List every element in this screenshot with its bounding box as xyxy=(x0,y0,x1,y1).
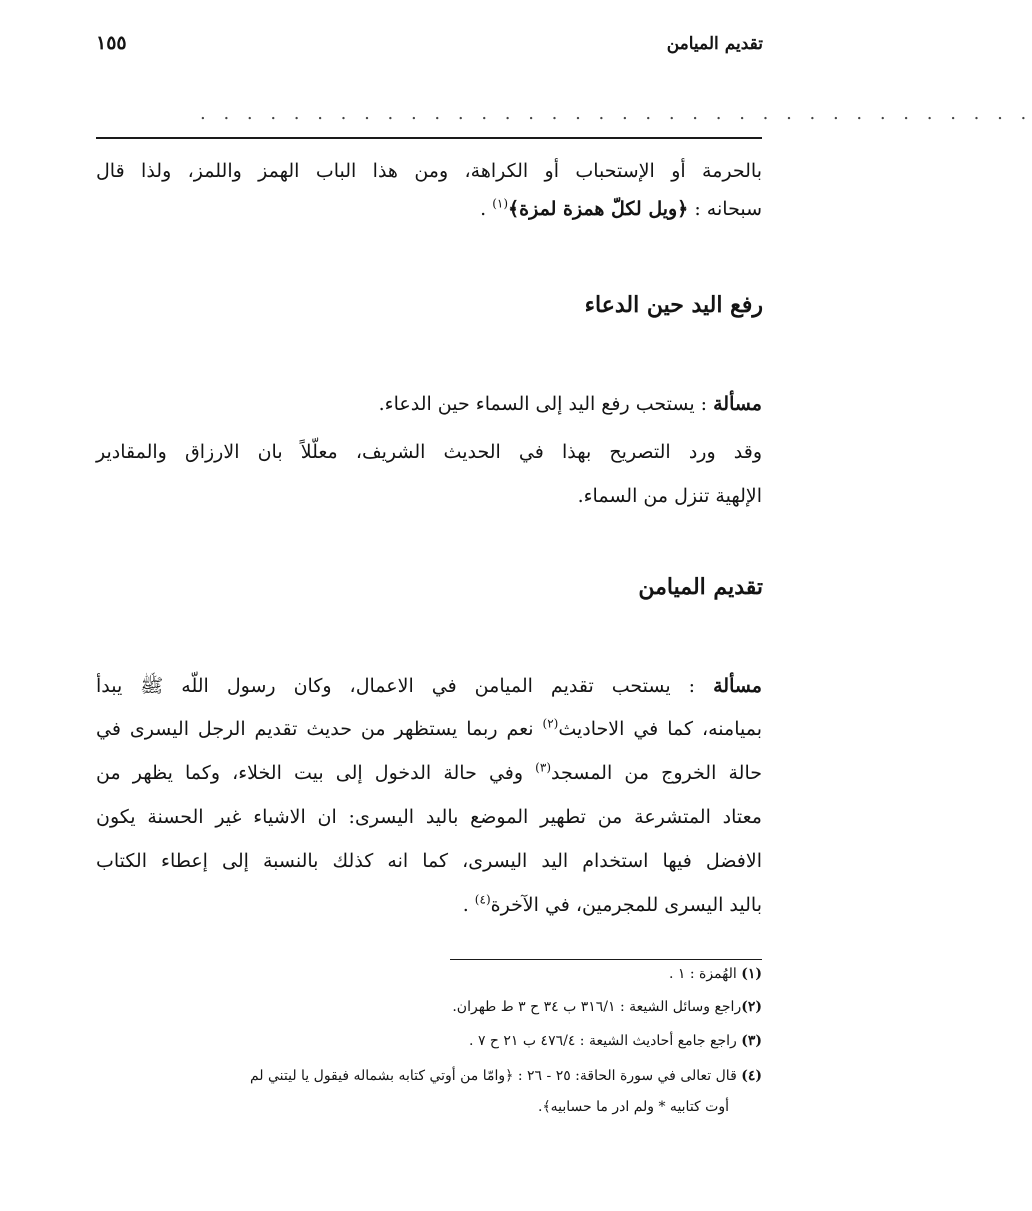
footnote-ref-1: (١) xyxy=(492,196,509,211)
section2-line-3-b: وفي حالة الدخول إلى بيت الخلاء، وكما يظهر من xyxy=(96,762,536,784)
footnote-text: قال تعالى في سورة الحاقة: ٢٥ - ٢٦ : ﴿وامّا من أوتي كتابه بشماله فيقول يا ليتني لم xyxy=(249,1068,742,1084)
section2-line-6-b: . xyxy=(462,894,475,916)
footnote-ref-4: (٤) xyxy=(474,892,491,907)
section2-line-6 xyxy=(96,894,762,916)
footnote-3 xyxy=(96,1033,762,1049)
footnote-rule xyxy=(450,959,762,960)
intro-line-2 xyxy=(96,198,762,220)
section2-line-2 xyxy=(96,718,762,740)
section2-line-1 xyxy=(96,674,762,702)
footnote-text: راجع جامع أحاديث الشيعة : ٤٧٦/٤ ب ٢١ ح ٧ . xyxy=(469,1033,742,1049)
footnote-4-continuation: أوت كتابيه * ولم ادر ما حسابيه﴾. xyxy=(538,1099,729,1115)
section2-line-3 xyxy=(96,762,762,784)
section-heading-raising-hands: رفع اليد حين الدعاء xyxy=(584,292,763,318)
dot-leader: . . . . . . . . . . . . . . . . . . . . . . . . . . . . . . . . . . . . xyxy=(200,103,1032,124)
header-rule xyxy=(96,137,762,139)
footnote-ref-2: (٢) xyxy=(542,716,559,731)
footnote-2 xyxy=(96,999,762,1015)
footnote-number: (١) xyxy=(741,966,762,982)
footnote-number: (٣) xyxy=(741,1033,762,1049)
footnote-4 xyxy=(96,1068,762,1084)
masala-label-2: مسألة xyxy=(713,675,762,697)
section1-masala-line xyxy=(96,393,762,415)
section2-line-5: الافضل فيها استخدام اليد اليسرى، كما انه كذلك بالنسبة إلى إعطاء الكتاب xyxy=(96,850,762,872)
footnote-text: راجع وسائل الشيعة : ٣١٦/١ ب ٣٤ ح ٣ ط طهران. xyxy=(452,999,742,1015)
section2-line-6-a: باليد اليسرى للمجرمين، في الآخرة xyxy=(490,894,762,916)
section2-line-1-text: : يستحب تقديم الميامن في الاعمال، وكان رسول اللّه ﷺ يبدأ xyxy=(96,675,714,697)
section1-line-2: وقد ورد التصريح بهذا في الحديث الشريف، معلّلاً بان الارزاق والمقادير xyxy=(96,441,762,463)
footnote-ref-3: (٣) xyxy=(535,760,551,775)
section2-line-2-b: نعم ربما يستظهر من حديث تقديم الرجل اليسرى في xyxy=(96,718,543,740)
footnote-number: (٢) xyxy=(741,999,762,1015)
running-title: تقديم الميامن xyxy=(666,34,763,54)
page-number: ١٥٥ xyxy=(96,32,127,54)
section2-line-4: معتاد المتشرعة من تطهير الموضع باليد اليسرى: ان الاشياء غير الحسنة يكون xyxy=(96,806,762,828)
footnote-text: الهُمزة : ١ . xyxy=(668,966,742,982)
section1-line-3: الإلهية تنزل من السماء. xyxy=(577,485,762,507)
section2-line-2-a: بميامنه، كما في الاحاديث xyxy=(558,718,763,740)
quran-verse: ﴿ويل لكلّ همزة لمزة﴾ xyxy=(508,198,689,220)
footnote-number: (٤) xyxy=(741,1068,762,1084)
intro-line-1: بالحرمة أو الإستحباب أو الكراهة، ومن هذا الباب الهمز واللمز، ولذا قال xyxy=(96,160,762,182)
intro-line-2-suffix: . xyxy=(480,198,493,220)
section2-line-3-a: حالة الخروج من المسجد xyxy=(551,762,763,784)
intro-line-2-prefix: سبحانه : xyxy=(688,198,762,220)
section-heading-right-first: تقديم الميامن xyxy=(638,574,763,600)
footnote-1 xyxy=(96,966,762,982)
masala-text: : يستحب رفع اليد إلى السماء حين الدعاء. xyxy=(378,393,714,415)
masala-label: مسألة xyxy=(713,393,762,415)
